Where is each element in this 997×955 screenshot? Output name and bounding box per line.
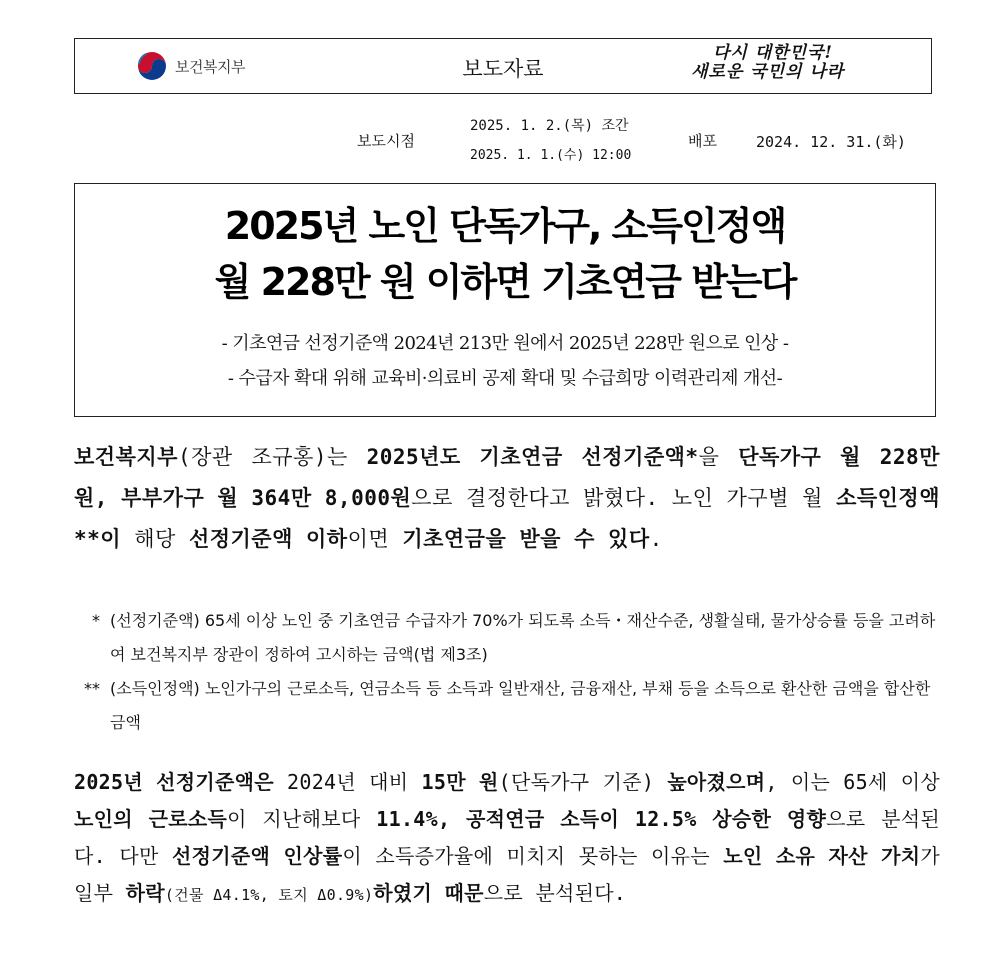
- text-run: (건물 Δ4.1%, 토지 Δ0.9%): [164, 886, 374, 904]
- text-run: 이면: [347, 527, 403, 551]
- text-run: .: [649, 527, 663, 551]
- text-run: 하락: [125, 881, 165, 905]
- headline-box: [74, 183, 936, 417]
- footnote-mark: **: [84, 679, 100, 698]
- body-paragraph-2: [74, 764, 940, 914]
- text-run: 하였기 때문: [373, 881, 484, 905]
- text-run: 소득인정액**이: [74, 486, 940, 551]
- subheadline-1: - 기초연금 선정기준액 2024년 213만 원에서 2025년 228만 원으로 인상 -: [221, 333, 789, 354]
- text-run: 15만 원: [421, 770, 499, 794]
- embargo-online-date: 2025. 1. 1.(수) 12:00: [470, 148, 632, 163]
- text-run: 11.4%, 공적연금 소득이 12.5% 상승한 영향: [376, 807, 827, 831]
- text-run: (장관 조규홍)는: [177, 445, 367, 469]
- release-time-label: 보도시점: [357, 132, 415, 150]
- text-run: 이 지난해보다: [227, 807, 377, 831]
- government-slogan: [691, 44, 891, 90]
- ministry-name: 보건복지부: [175, 57, 245, 76]
- text-run: (단독가구 기준): [498, 770, 668, 794]
- text-run: 을: [698, 445, 739, 469]
- subheadline-2: - 수급자 확대 위해 교육비·의료비 공제 확대 및 수급희망 이력관리제 개선-: [227, 368, 783, 389]
- text-run: 단독가구 월 228만 원, 부부가구 월 364만 8,000원: [74, 445, 940, 510]
- text-run: 으로 분석된다.: [483, 881, 627, 905]
- slogan-line-1: 다시 대한민국!: [713, 43, 833, 63]
- body-paragraph-1: [74, 437, 940, 560]
- footnote-2: [84, 672, 942, 740]
- press-release-header: [74, 38, 932, 94]
- text-run: 해당: [121, 527, 189, 551]
- text-run: 선정기준액 이하: [188, 527, 348, 551]
- text-run: , 이는 65세 이상: [765, 770, 940, 794]
- text-run: 노인 소유 자산 가치: [723, 844, 921, 868]
- footnote-1: [84, 604, 942, 672]
- text-run: 2024년 대비: [273, 770, 422, 794]
- text-run: 높아졌으며: [667, 770, 766, 794]
- headline-line-2: 월 228만 원 이하면 기초연금 받는다: [214, 260, 796, 304]
- text-run: 2025년 선정기준액은: [74, 770, 274, 794]
- headline-line-1: 2025년 노인 단독가구, 소득인정액: [224, 204, 786, 248]
- text-run: 으로 결정한다고 밝혔다. 노인 가구별 월: [411, 486, 837, 510]
- footnote-mark: *: [92, 611, 100, 630]
- footnote-text: (선정기준액) 65세 이상 노인 중 기초연금 수급자가 70%가 되도록 소득・재산수준, 생활실태, 물가상승률 등을 고려하여 보건복지부 장관이 정하여 고시하는 금액(법 제3조): [110, 611, 936, 664]
- footnotes: [84, 604, 942, 740]
- document-type: 보도자료: [462, 57, 544, 81]
- release-info: [0, 111, 997, 165]
- distribution-label: 배포: [688, 132, 717, 150]
- text-run: 으로 분석된다. 다만: [74, 807, 940, 868]
- text-run: 이 소득증가율에 미치지 못하는 이유는: [342, 844, 724, 868]
- text-run: 기초연금을 받을 수 있다: [402, 527, 650, 551]
- embargo-print-date: 2025. 1. 2.(목) 조간: [470, 118, 629, 134]
- text-run: 가 일부: [74, 844, 941, 905]
- text-run: 보건복지부: [74, 445, 178, 469]
- text-run: 노인의 근로소득: [74, 807, 228, 831]
- text-run: 2025년도 기초연금 선정기준액*: [366, 445, 699, 469]
- distribution-date: 2024. 12. 31.(화): [756, 133, 906, 151]
- slogan-line-2: 새로운 국민의 나라: [691, 62, 845, 82]
- footnote-text: (소득인정액) 노인가구의 근로소득, 연금소득 등 소득과 일반재산, 금융재산, 부채 등을 소득으로 환산한 금액을 합산한 금액: [110, 679, 931, 732]
- text-run: 선정기준액 인상률: [172, 844, 343, 868]
